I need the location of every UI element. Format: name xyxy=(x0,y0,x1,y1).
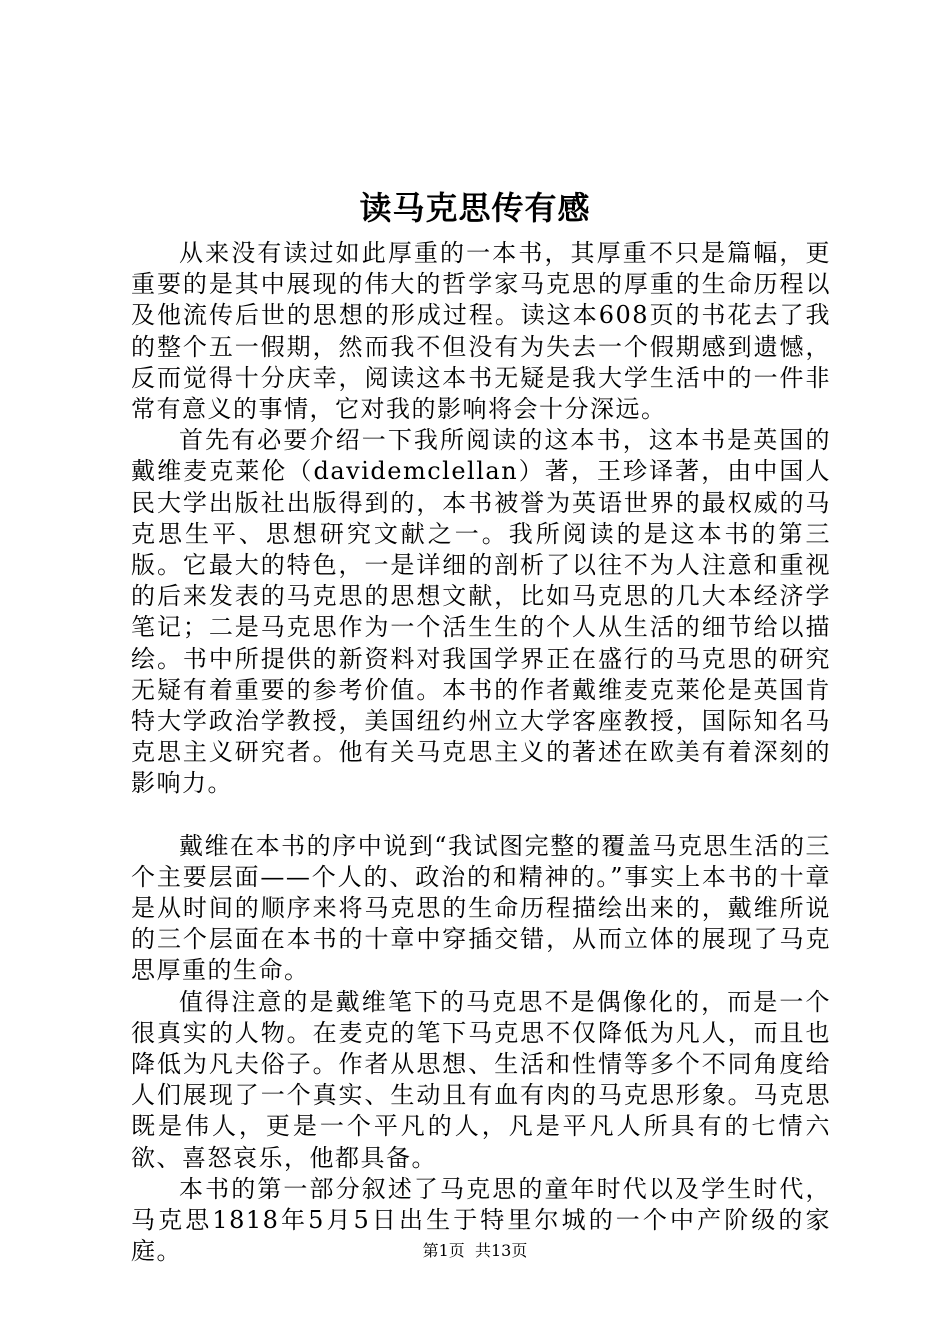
footer-separator xyxy=(465,1241,475,1260)
paragraph-spacer xyxy=(131,800,831,831)
page-total: 共13页 xyxy=(474,1241,528,1260)
page-footer xyxy=(0,1240,950,1262)
paragraph-book-introduction: 首先有必要介绍一下我所阅读的这本书，这本书是英国的戴维麦克莱伦（davidemclellan）著，王珍译著，由中国人民大学出版社出版得到的，本书被誉为英语世界的最权威的马克思生平、思想研究文献之一。我所阅读的是这本书的第三版。它最大的特色，一是详细的剖析了以往不为人注意和重视的后来发表的马克思的思想文献，比如马克思的几大本经济学笔记；二是马克思作为一个活生生的个人从生活的细节给以描绘。书中所提供的新资料对我国学界正在盛行的马克思的研究无疑有着重要的参考价值。本书的作者戴维麦克莱伦是英国肯特大学政治学教授，美国纽约州立大学客座教授，国际知名马克思主义研究者。他有关马克思主义的著述在欧美有着深刻的影响力。 xyxy=(131,426,831,798)
document-body xyxy=(131,238,831,1268)
document-title: 读马克思传有感 xyxy=(359,189,591,227)
page-number: 第1页 xyxy=(422,1241,465,1260)
paragraph-preface-quote: 戴维在本书的序中说到“我试图完整的覆盖马克思生活的三个主要层面——个人的、政治的和精神的。”事实上本书的十章是从时间的顺序来将马克思的生命历程描绘出来的，戴维所说的三个层面在本书的十章中穿插交错，从而立体的展现了马克思厚重的生命。 xyxy=(131,831,831,985)
paragraph-part-one: 本书的第一部分叙述了马克思的童年时代以及学生时代，马克思1818年5月5日出生于特里尔城的一个中产阶级的家庭。 xyxy=(131,1174,831,1266)
paragraph-real-marx: 值得注意的是戴维笔下的马克思不是偶像化的，而是一个很真实的人物。在麦克的笔下马克思不仅降低为凡人，而且也降低为凡夫俗子。作者从思想、生活和性情等多个不同角度给人们展现了一个真实、生动且有血有肉的马克思形象。马克思既是伟人，更是一个平凡的人，凡是平凡人所具有的七情六欲、喜怒哀乐，他都具备。 xyxy=(131,987,831,1172)
paragraph-intro: 从来没有读过如此厚重的一本书，其厚重不只是篇幅，更重要的是其中展现的伟大的哲学家马克思的厚重的生命历程以及他流传后世的思想的形成过程。读这本608页的书花去了我的整个五一假期，然而我不但没有为失去一个假期感到遗憾，反而觉得十分庆幸，阅读这本书无疑是我大学生活中的一件非常有意义的事情，它对我的影响将会十分深远。 xyxy=(131,239,831,424)
